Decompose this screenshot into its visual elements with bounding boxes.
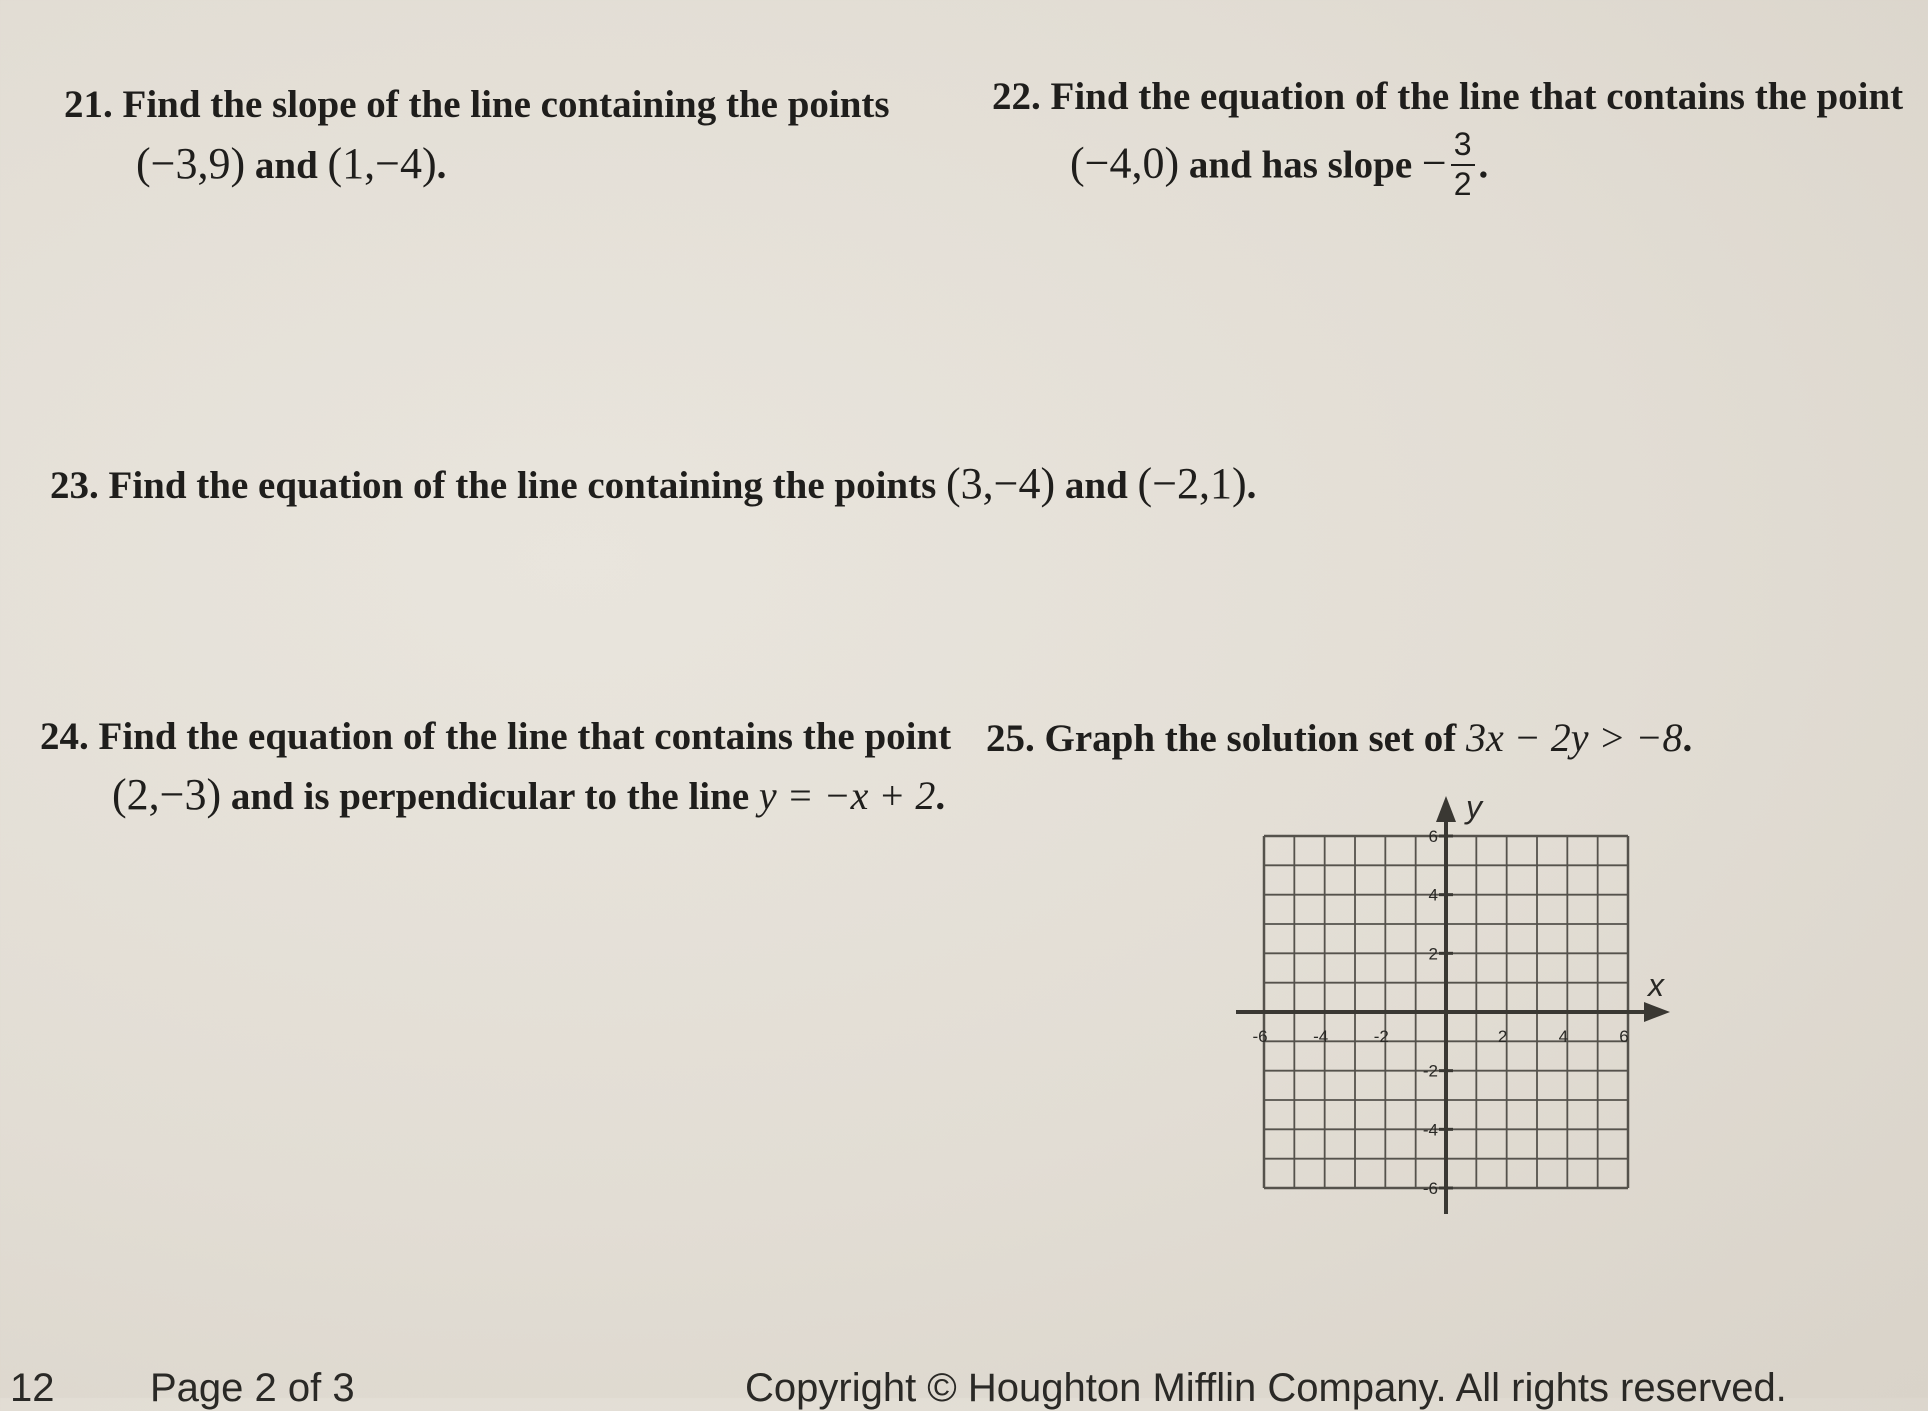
problem-25-period: . [1682,717,1693,760]
axes [1236,796,1670,1214]
problem-21-text: Find the slope of the line containing the points [122,83,890,126]
x-tick-label: -2 [1373,1027,1389,1046]
problem-21-and: and [254,144,318,187]
y-tick-label: 2 [1428,944,1438,964]
problem-25-inequality: 3x − 2y > −8 [1465,715,1683,760]
y-axis-label: y [1466,790,1482,825]
x-tick-label: -6 [1252,1027,1268,1046]
problem-22-slope-fraction [1451,128,1475,201]
problem-25-text: Graph the solution set of [1044,717,1457,760]
problem-25 [986,712,1692,765]
x-tick-label: 4 [1558,1027,1569,1046]
problem-23-period: . [1246,464,1257,507]
problem-21-point-2: (1,−4) [327,139,437,188]
y-tick-label: 6 [1428,827,1438,846]
problem-24-period: . [935,775,946,818]
problem-24-perpendicular-text: and is perpendicular to the line [230,775,750,818]
problem-23-number: 23. [50,464,99,507]
problem-25-number: 25. [986,717,1035,760]
problem-24-text: Find the equation of the line that contains the point [98,715,952,758]
problem-22-point: (−4,0) [1070,138,1180,188]
problem-23-text: Find the equation of the line containing the points [108,464,937,507]
problem-23 [50,455,1256,512]
problem-24 [40,712,952,819]
problem-23-point-1: (3,−4) [946,459,1056,508]
problem-21-number: 21. [64,83,113,126]
x-tick-label: 6 [1619,1027,1629,1046]
problem-21 [64,80,890,188]
x-tick-label: 2 [1497,1027,1508,1046]
y-tick-label: -6 [1422,1179,1438,1198]
problem-22-slope-text: and has slope [1188,143,1413,187]
problem-24-equation: y = −x + 2 [758,773,936,818]
footer-page-of: Page 2 of 3 [150,1366,355,1410]
problem-22-slope-sign: − [1421,138,1447,188]
y-tick-label: -2 [1422,1061,1438,1081]
y-tick-label: -4 [1422,1120,1438,1140]
problem-22-text: Find the equation of the line that contains the point [1050,75,1904,118]
x-tick-label: -4 [1313,1027,1329,1046]
problem-21-period: . [436,144,447,187]
problem-24-point: (2,−3) [112,770,222,819]
footer-copyright: Copyright © Houghton Mifflin Company. All rights reserved. [745,1366,1787,1410]
problem-22-slope-denominator: 2 [1453,165,1472,202]
footer-page-number: 12 [10,1366,55,1410]
problem-24-number: 24. [40,715,89,758]
problem-23-point-2: (−2,1) [1137,459,1247,508]
problem-21-point-1: (−3,9) [136,139,246,188]
x-axis-arrow [1644,1002,1670,1022]
problem-22-number: 22. [992,75,1041,118]
problem-23-and: and [1064,464,1128,507]
x-axis-label: x [1648,967,1664,1003]
problem-22-slope-numerator: 3 [1451,128,1475,166]
problem-22 [992,72,1904,202]
y-tick-label: 4 [1428,885,1438,905]
coordinate-grid[interactable] [1230,790,1680,1230]
bleed-through-text [120,230,128,264]
y-axis-arrow [1436,796,1456,822]
problem-22-period: . [1478,143,1489,187]
